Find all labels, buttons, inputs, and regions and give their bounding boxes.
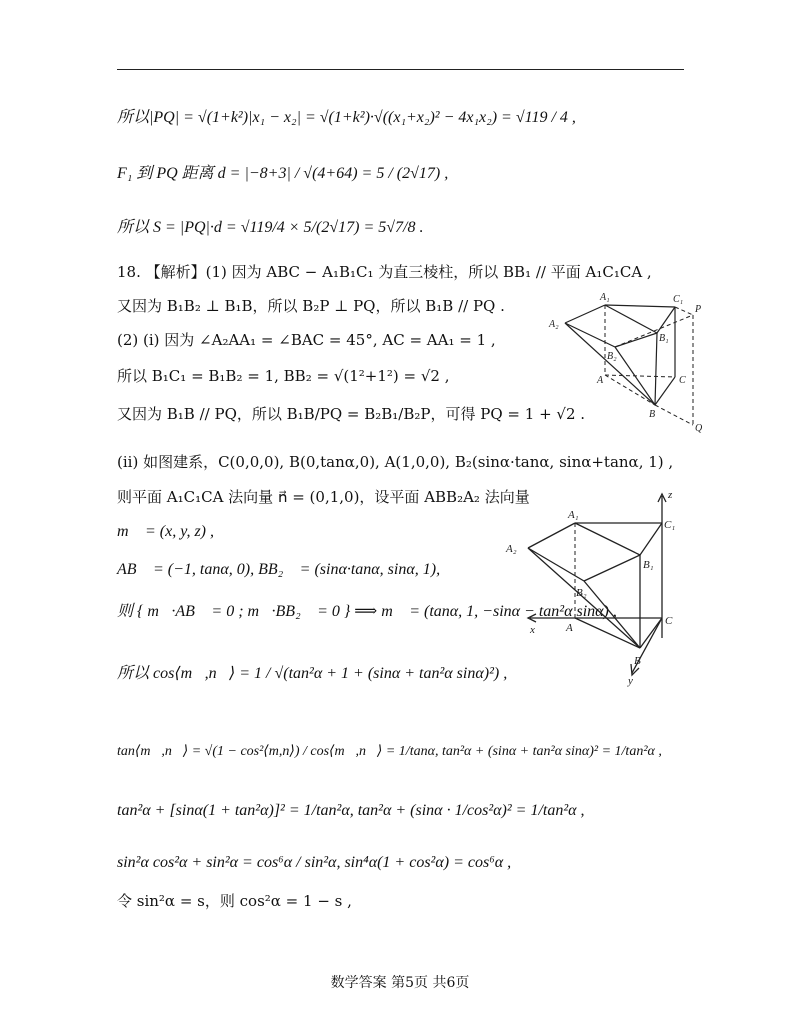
text-line: 又因为 B₁B // PQ，所以 B₁B/PQ = B₂B₁/B₂P，可得 PQ = 1 + √2 . <box>117 405 586 423</box>
text-line: tan⟨m⃗,n⃗⟩ = √(1 − cos²⟨m,n⟩) / cos⟨m⃗,n⃗⟩ = 1/tanα, tan²α + (sinα + tan²α sinα)² = 1/tan²α , <box>117 744 662 759</box>
text-line: 18. 【解析】(1) 因为 ABC − A₁B₁C₁ 为直三棱柱，所以 BB₁ // 平面 A₁C₁CA , <box>117 263 652 281</box>
prism-figure-2 <box>500 488 690 688</box>
label-A: A <box>566 622 573 634</box>
label-C: C <box>679 375 686 386</box>
label-B: B <box>634 655 641 667</box>
text-line: 则平面 A₁C₁CA 法向量 n⃗ = (0,1,0)，设平面 ABB₂A₂ 法向量 <box>117 488 530 506</box>
text-line: 所以 B₁C₁ = B₁B₂ = 1, BB₂ = √(1²+1²) = √2 , <box>117 367 450 385</box>
text-line: tan²α + [sinα(1 + tan²α)]² = 1/tan²α, tan²α + (sinα · 1/cos²α)² = 1/tan²α , <box>117 802 585 819</box>
label-B1: B₁ <box>659 333 669 344</box>
label-y: y <box>628 675 633 687</box>
text-line: sin²α cos²α + sin²α = cos⁶α / sin²α, sin⁴α(1 + cos²α) = cos⁶α , <box>117 854 512 871</box>
text-line: (2) (i) 因为 ∠A₂AA₁ = ∠BAC = 45°, AC = AA₁ = 1 , <box>117 331 496 349</box>
text-line: 所以|PQ| = √(1+k²)|x₁ − x₂| = √(1+k²)·√((x₁+x₂)² − 4x₁x₂) = √119 / 4 , <box>117 109 576 126</box>
label-A2: A₂ <box>506 543 517 555</box>
text-line: F₁ 到 PQ 距离 d = |−8+3| / √(4+64) = 5 / (2√17) , <box>117 165 449 182</box>
label-A2: A₂ <box>549 319 559 330</box>
text-line: 则 { m⃗·AB⃗ = 0 ; m⃗·BB₂⃗ = 0 } ⟹ m⃗ = (tanα, 1, −sinα − tan²α sinα) , <box>117 603 617 620</box>
text-line: m⃗ = (x, y, z) , <box>117 523 214 540</box>
label-A1: A₁ <box>600 292 610 303</box>
label-B2: B₂ <box>576 587 587 599</box>
label-P: P <box>695 304 702 315</box>
label-B2: B₂ <box>607 351 617 362</box>
label-C: C <box>665 615 673 627</box>
text-line: 所以 S = |PQ|·d = √119/4 × 5/(2√17) = 5√7/8 . <box>117 219 424 236</box>
page-footer: 数学答案 第5页 共6页 <box>330 975 470 991</box>
text-line: 又因为 B₁B₂ ⊥ B₁B，所以 B₂P ⊥ PQ，所以 B₁B // PQ . <box>117 297 505 315</box>
label-C1: C₁ <box>664 519 676 531</box>
header-rule <box>117 69 684 70</box>
prism-figure-1 <box>545 285 715 435</box>
label-x: x <box>530 624 535 636</box>
label-Q: Q <box>695 423 703 434</box>
label-z: z <box>668 489 673 501</box>
label-B: B <box>649 409 656 420</box>
text-line: (ii) 如图建系，C(0,0,0), B(0,tanα,0), A(1,0,0), B₂(sinα·tanα, sinα+tanα, 1) , <box>117 453 674 471</box>
label-C1: C₁ <box>673 294 684 305</box>
text-line: AB⃗ = (−1, tanα, 0), BB₂⃗ = (sinα·tanα, sinα, 1), <box>117 561 441 578</box>
label-A: A <box>597 375 604 386</box>
text-line: 所以 cos⟨m⃗,n⃗⟩ = 1 / √(tan²α + 1 + (sinα + tan²α sinα)²) , <box>117 665 508 682</box>
label-B1: B₁ <box>643 559 654 571</box>
label-A1: A₁ <box>568 509 579 521</box>
text-line: 令 sin²α = s，则 cos²α = 1 − s , <box>117 892 352 910</box>
